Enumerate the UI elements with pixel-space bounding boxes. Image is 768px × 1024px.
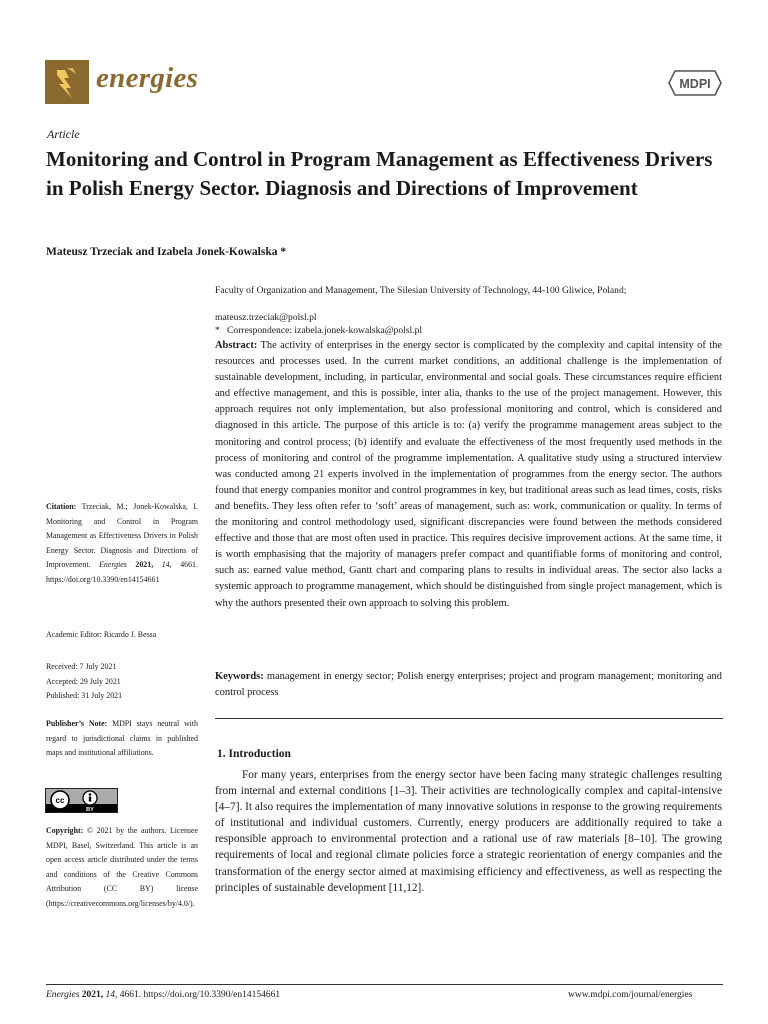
article-title: Monitoring and Control in Program Management as Effectiveness Drivers in Polish Energy Sector. Diagnosis and Directions of Improvement (46, 147, 713, 200)
citation-journal: Energies (99, 560, 127, 569)
dates-block (46, 660, 198, 704)
keywords (215, 669, 722, 701)
affiliation-line: Faculty of Organization and Management, The Silesian University of Technology, 44-100 Gliwice, Poland; (215, 285, 627, 296)
footer-journal: Energies (46, 990, 80, 1000)
publisher-note-text: MDPI stays neutral with regard to jurisdictional claims in published maps and institutional affiliations. (46, 719, 198, 757)
accepted-date: Accepted: 29 July 2021 (46, 676, 121, 686)
author-list: Mateusz Trzeciak and Izabela Jonek-Kowalska * (46, 246, 287, 258)
academic-editor: Academic Editor: Ricardo J. Bessa (46, 630, 157, 639)
author-email: mateusz.trzeciak@polsl.pl (215, 312, 317, 323)
abstract (215, 338, 722, 612)
copyright-text: © 2021 by the authors. Licensee MDPI, Basel, Switzerland. This article is an open access article distributed under the terms and conditions of the Creative Commons Attribution (CC BY) license (https://creativecommons.org/licenses/by/4.0/). (46, 826, 198, 908)
correspondence-mark: * (215, 325, 220, 336)
article-type: Article (47, 127, 80, 141)
received-date: Received: 7 July 2021 (46, 662, 117, 671)
correspondence-block (215, 311, 422, 337)
keywords-label: Keywords: (215, 671, 264, 682)
citation-text: Trzeciak, M.; Jonek-Kowalska, I. Monitoring and Control in Program Management as Effectiveness Drivers in Polish Energy Sector. Diagnosis and Directions of Improvement. (46, 502, 198, 569)
footer-url[interactable]: www.mdpi.com/journal/energies (568, 990, 693, 1000)
publisher-logo (667, 68, 723, 103)
publisher-note-label: Publisher’s Note: (46, 719, 108, 728)
footer-volume: 14, (105, 990, 118, 1000)
divider (215, 718, 723, 719)
citation-block (46, 500, 198, 587)
citation-year: 2021, (135, 560, 154, 569)
correspondence-email: Correspondence: izabela.jonek-kowalska@polsl.pl (227, 325, 423, 336)
footer-doi[interactable]: 4661. https://doi.org/10.3390/en14154661 (119, 990, 281, 1000)
citation-volume: 14, (161, 560, 172, 569)
intro-paragraph: For many years, enterprises from the energy sector have been facing many strategic challenges resulting from internal and external conditions [1–3]. Their activities are technologically complex and capital-intensive [4–7]. It also requires the implementation of many innovative solutions in response to the growing requirements of institutional and individual customers. Currently, energy producers are additionally required to take a responsible approach to environmental protection and a rational use of raw materials [8–10]. The growing requirements of local and regional climate policies force a strategic reorientation of energy companies and the transformation of the energy sector aimed at maximising efficiency and effectiveness, as well as respecting the principles of sustainable development [11,12]. (215, 769, 722, 894)
keywords-text: management in energy sector; Polish energy enterprises; project and program management; monitoring and control process (215, 671, 722, 699)
published-date: Published: 31 July 2021 (46, 691, 123, 700)
copyright-block (46, 824, 198, 911)
svg-text:BY: BY (86, 807, 94, 812)
footer-citation (46, 990, 280, 1000)
abstract-text: The activity of enterprises in the energy sector is complicated by the complexity and capital intensity of the resources and processes used. In the current market conditions, an additional challenge is the implementation of sustainable development, including, in particular, environmental and social goals. These circumstances require efficient and effective management, and this is possible, inter alia, thanks to the use of the project management. However, this approach requires not only implementation, but also professional monitoring and control, which is considered and diagnosed in this article. The purpose of this article is to: (a) verify the programme management areas subject to the monitoring and control process; (b) identify and evaluate the effectiveness of the most frequently used methods in the process of monitoring and control of the programme implementation. A qualitative study using a structured interview was conducted among 21 experts involved in the implementation of programmes from the energy sector. The authors found that energy companies monitor and control programmes in key, but traditional areas such as lead times, costs, risks and benefits. They less often refer to ‘soft’ areas of management, such as: work, communication or quality. In terms of the monitoring and control methodology used, significant discrepancies were found between the methods considered effective and those that are most often used in practice. This requires decisive improvement actions. At the same time, it is worth emphasising that the majority of managers prefer compact and quantifiable forms of monitoring and control, such as: earned value method, Gantt chart and comparing plans to results in individual areas. The sector also lacks a systemic approach to programme management, which should be distinguished from single project management, which is why the authors presented their own approach to solving this problem. (215, 340, 722, 609)
affiliation (215, 284, 735, 298)
journal-logo-icon (45, 60, 89, 104)
citation-doi[interactable]: 4661. https://doi.org/10.3390/en14154661 (46, 560, 198, 584)
copyright-label: Copyright: (46, 826, 84, 835)
cc-by-license-icon[interactable] (45, 788, 118, 813)
publisher-note (46, 717, 198, 761)
publisher-name: MDPI (679, 77, 711, 91)
abstract-label: Abstract: (215, 340, 258, 351)
footer-year: 2021, (81, 990, 104, 1000)
journal-name: energies (96, 62, 199, 94)
section-heading: 1. Introduction (217, 748, 291, 760)
footer-divider (46, 984, 723, 985)
citation-label: Citation: (46, 502, 77, 511)
svg-text:cc: cc (55, 796, 65, 805)
